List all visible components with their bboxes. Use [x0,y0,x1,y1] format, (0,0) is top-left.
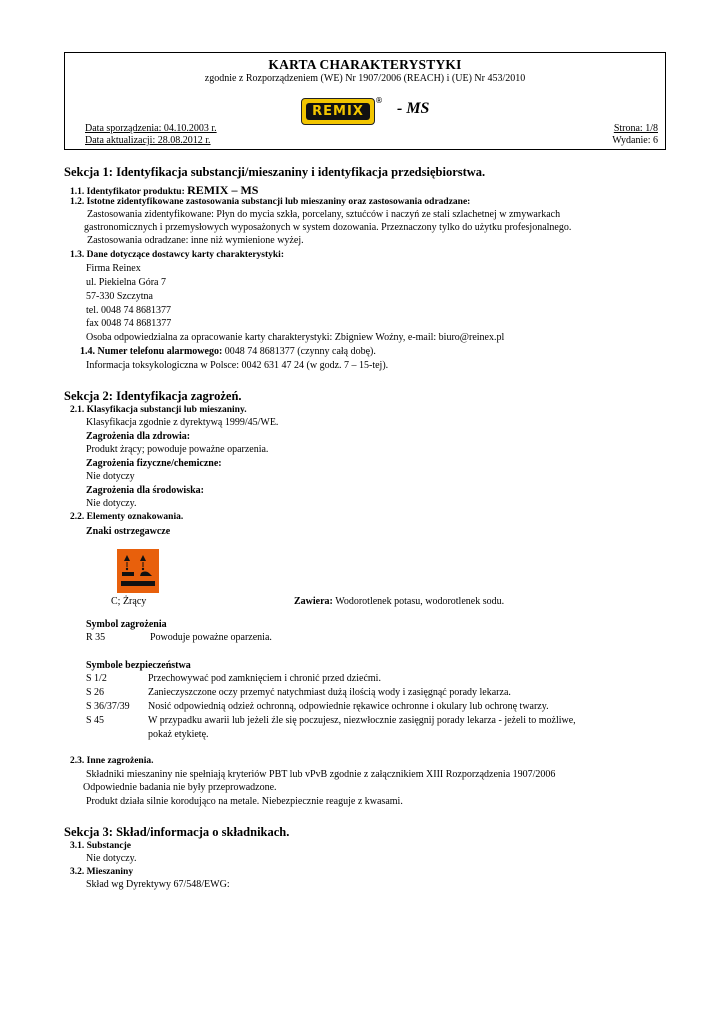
safety-text: Zanieczyszczone oczy przemyć natychmiast dużą ilością wody i zasięgnąć porady lekarza. [148,687,511,698]
s1-4-value: 0048 74 8681377 (czynny całą dobę). [222,346,376,357]
other-hazards-1: Składniki mieszaniny nie spełniają kryteriów PBT lub vPvB zgodnie z załącznikiem XIII Rozporządzenia 1907/2006 [86,769,556,780]
section-1-title: Sekcja 1: Identyfikacja substancji/mieszaniny i identyfikacja przedsiębiorstwa. [64,165,486,179]
section-2-title: Sekcja 2: Identyfikacja zagrożeń. [64,389,242,403]
company-street: ul. Piekielna Góra 7 [86,277,166,288]
uses-line-1: Zastosowania zidentyfikowane: Płyn do mycia szkła, porcelany, sztućców i naczyń ze stali szlachetnej w zmywarkach [87,209,561,220]
company-fax: fax 0048 74 8681377 [86,318,172,329]
date-prepared: Data sporządzenia: 04.10.2003 r. [85,123,217,134]
safety-text: Nosić odpowiednią odzież ochronną, odpowiednie rękawice ochronne i okulary lub ochronę twarzy. [148,701,549,712]
product-code: - MS [397,100,430,117]
toxicology-info: Informacja toksykologiczna w Polsce: 0042 631 47 24 (w godz. 7 – 15-tej). [86,360,389,371]
s1-1-heading [70,183,258,198]
contains-label: Zawiera: [294,596,333,607]
document-subtitle: zgodnie z Rozporządzeniem (WE) Nr 1907/2006 (REACH) i (UE) Nr 453/2010 [204,73,526,84]
health-hazard-label: Zagrożenia dla zdrowia: [86,431,191,442]
company-tel: tel. 0048 74 8681377 [86,305,171,316]
safety-code: S 36/37/39 [86,701,130,712]
safety-code: S 1/2 [86,673,107,684]
safety-code: S 45 [86,715,105,726]
company-name: Firma Reinex [86,263,141,274]
other-hazards-3: Produkt działa silnie korodująco na metale. Niebezpiecznie reaguje z kwasami. [86,796,403,807]
safety-text-continued: pokaż etykietę. [148,729,209,740]
responsible-person: Osoba odpowiedzialna za opracowanie karty charakterystyki: Zbigniew Woźny, e-mail: biuro@reinex.pl [86,332,505,343]
edition: Wydanie: 6 [612,135,658,146]
risk-text: Powoduje poważne oparzenia. [150,632,272,643]
s3-2-value: Skład wg Dyrektywy 67/548/EWG: [86,879,230,890]
s3-1-value: Nie dotyczy. [86,853,137,864]
page-number: Strona: 1/8 [613,123,658,134]
contains-line [294,596,504,607]
s1-4-line [80,346,376,357]
environment-hazard-label: Zagrożenia dla środowiska: [86,485,204,496]
corrosive-pictogram-icon [117,549,159,593]
s2-2-heading: 2.2. Elementy oznakowania. [70,512,184,522]
health-hazard-value: Produkt żrący; powoduje poważne oparzenia. [86,444,269,455]
uses-advised-against: Zastosowania odradzane: inne niż wymienione wyżej. [87,235,304,246]
classification-text: Klasyfikacja zgodnie z dyrektywą 1999/45/WE. [86,417,279,428]
s3-1-heading: 3.1. Substancje [70,841,131,851]
s1-3-heading: 1.3. Dane dotyczące dostawcy karty charakterystyki: [70,250,284,260]
contains-value: Wodorotlenek potasu, wodorotlenek sodu. [332,596,505,607]
environment-hazard-value: Nie dotyczy. [86,498,137,509]
document-title: KARTA CHARAKTERYSTYKI [268,57,462,72]
remix-logo [301,98,375,125]
other-hazards-2: Odpowiednie badania nie były przeprowadzone. [83,782,277,793]
safety-text: Przechowywać pod zamknięciem i chronić przed dziećmi. [148,673,381,684]
s2-1-heading: 2.1. Klasyfikacja substancji lub mieszaniny. [70,405,247,415]
s2-3-heading: 2.3. Inne zagrożenia. [70,756,154,766]
s1-1-value: REMIX – MS [187,183,259,197]
pictogram-caption: C; Żrący [111,596,147,607]
physical-hazard-value: Nie dotyczy [86,471,135,482]
section-3-title: Sekcja 3: Skład/informacja o składnikach. [64,825,290,839]
safety-code: S 26 [86,687,105,698]
uses-line-2: gastronomicznych i przemysłowych wyposażonych w system dozowania. Przeznaczony tylko do użytku profesjonalnego. [84,222,572,233]
safety-text: W przypadku awarii lub jeżeli źle się poczujesz, niezwłocznie zasięgnij porady lekarza - jeżeli to możliwe, [148,715,576,726]
safety-symbol-title: Symbole bezpieczeństwa [86,660,191,671]
date-updated: Data aktualizacji: 28.08.2012 r. [85,135,211,146]
logo-text: REMIX [306,103,370,120]
company-city: 57-330 Szczytna [86,291,153,302]
s1-2-heading: 1.2. Istotne zidentyfikowane zastosowania substancji lub mieszaniny oraz zastosowania odradzane: [70,197,471,207]
risk-code: R 35 [86,632,106,643]
s3-2-heading: 3.2. Mieszaniny [70,867,134,877]
risk-symbol-title: Symbol zagrożenia [86,619,167,630]
registered-mark: ® [375,96,383,105]
warning-signs-label: Znaki ostrzegawcze [86,526,171,537]
physical-hazard-label: Zagrożenia fizyczne/chemiczne: [86,458,222,469]
s1-4-label: 1.4. Numer telefonu alarmowego: [80,346,223,357]
s1-1-label: 1.1. Identyfikator produktu: [70,187,185,197]
